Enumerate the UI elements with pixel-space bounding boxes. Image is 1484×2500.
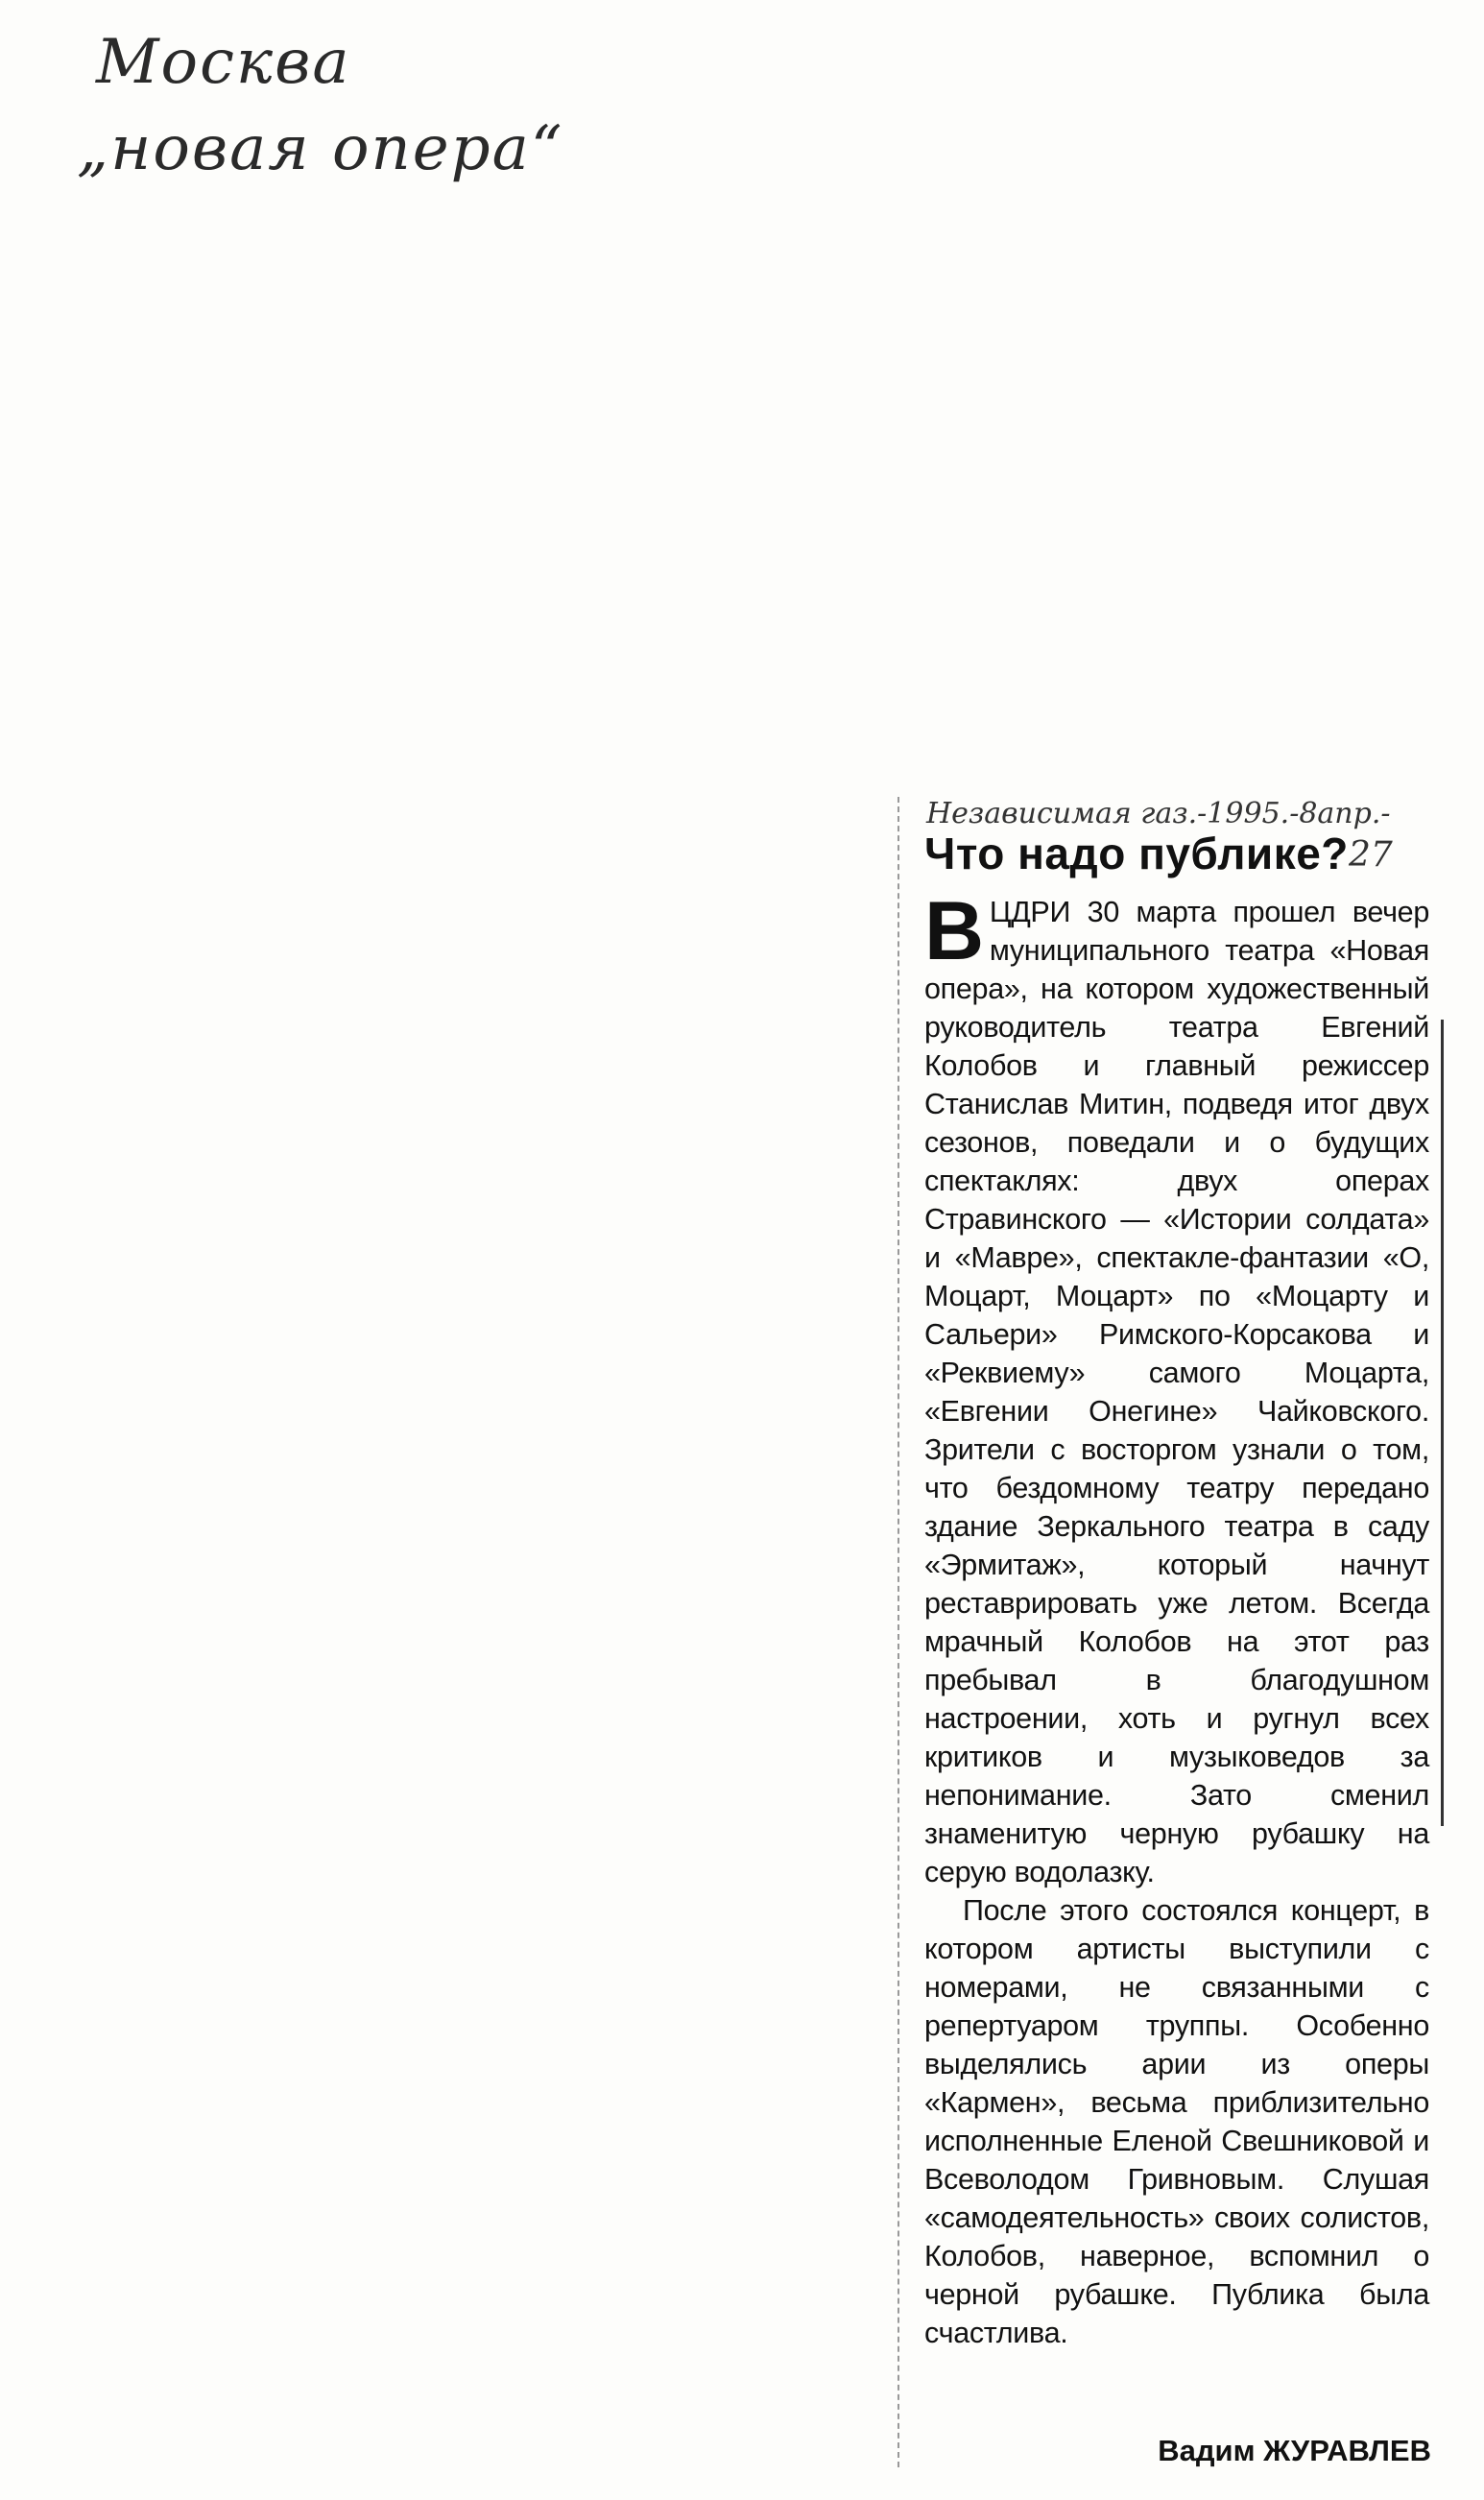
source-note: Независимая газ.-1995.-8апр.- <box>926 797 1391 830</box>
clipping-left-edge <box>898 797 901 2467</box>
newspaper-clipping <box>898 797 1445 2487</box>
article-byline: Вадим ЖУРАВЛЕВ <box>1158 2434 1431 2467</box>
article-paragraph-1 <box>924 885 1429 1891</box>
paragraph-1-text: ЦДРИ 30 марта прошел вечер муниципального театра «Новая опера», на котором художественный руководитель театра Евгений Колобов и главный режиссер Станислав Митин, подведя итог двух сезонов, поведали и о будущих спектаклях: двух операх Стравинского — «Истории солдата» и «Мавре», спектакле-фантазии «О, Моцарт, Моцарт» по «Моцарту и Сальери» Римского-Корсакова и «Реквиему» самого Моцарта, «Евгении Онегине» Чайковского. Зрители с восторгом узнали о том, что бездомному театру передано здание Зеркального театра в саду «Эрмитаж», который начнут реставрировать уже летом. Всегда мрачный Колобов на этот раз пребывал в благодушном настроении, хоть и ругнул всех критиков и музыковедов за непонимание. Зато сменил знаменитую черную рубашку на серую водолазку. <box>924 896 1429 1888</box>
handwritten-note-line-1: Москва <box>96 27 351 98</box>
page-number-note: 27 <box>1349 835 1393 875</box>
article-headline: Что надо публике? <box>924 829 1349 878</box>
clipping-right-edge <box>1441 912 1445 2256</box>
dropcap-letter: В <box>924 885 984 977</box>
handwritten-note <box>67 19 739 192</box>
article-paragraph-2: После этого состоялся концерт, в котором артисты выступили с номерами, не связанными с репертуаром труппы. Особенно выделялись арии из оперы «Кармен», весьма приблизительно исполненные Еленой Свешниковой и Всеволодом Гривновым. Слушая «самодеятельность» своих солистов, Колобов, наверное, вспомнил о черной рубашке. Публика была счастлива. <box>924 1894 1429 2349</box>
article-body <box>924 885 1429 2352</box>
handwritten-note-line-2: „новая опера“ <box>77 113 564 184</box>
